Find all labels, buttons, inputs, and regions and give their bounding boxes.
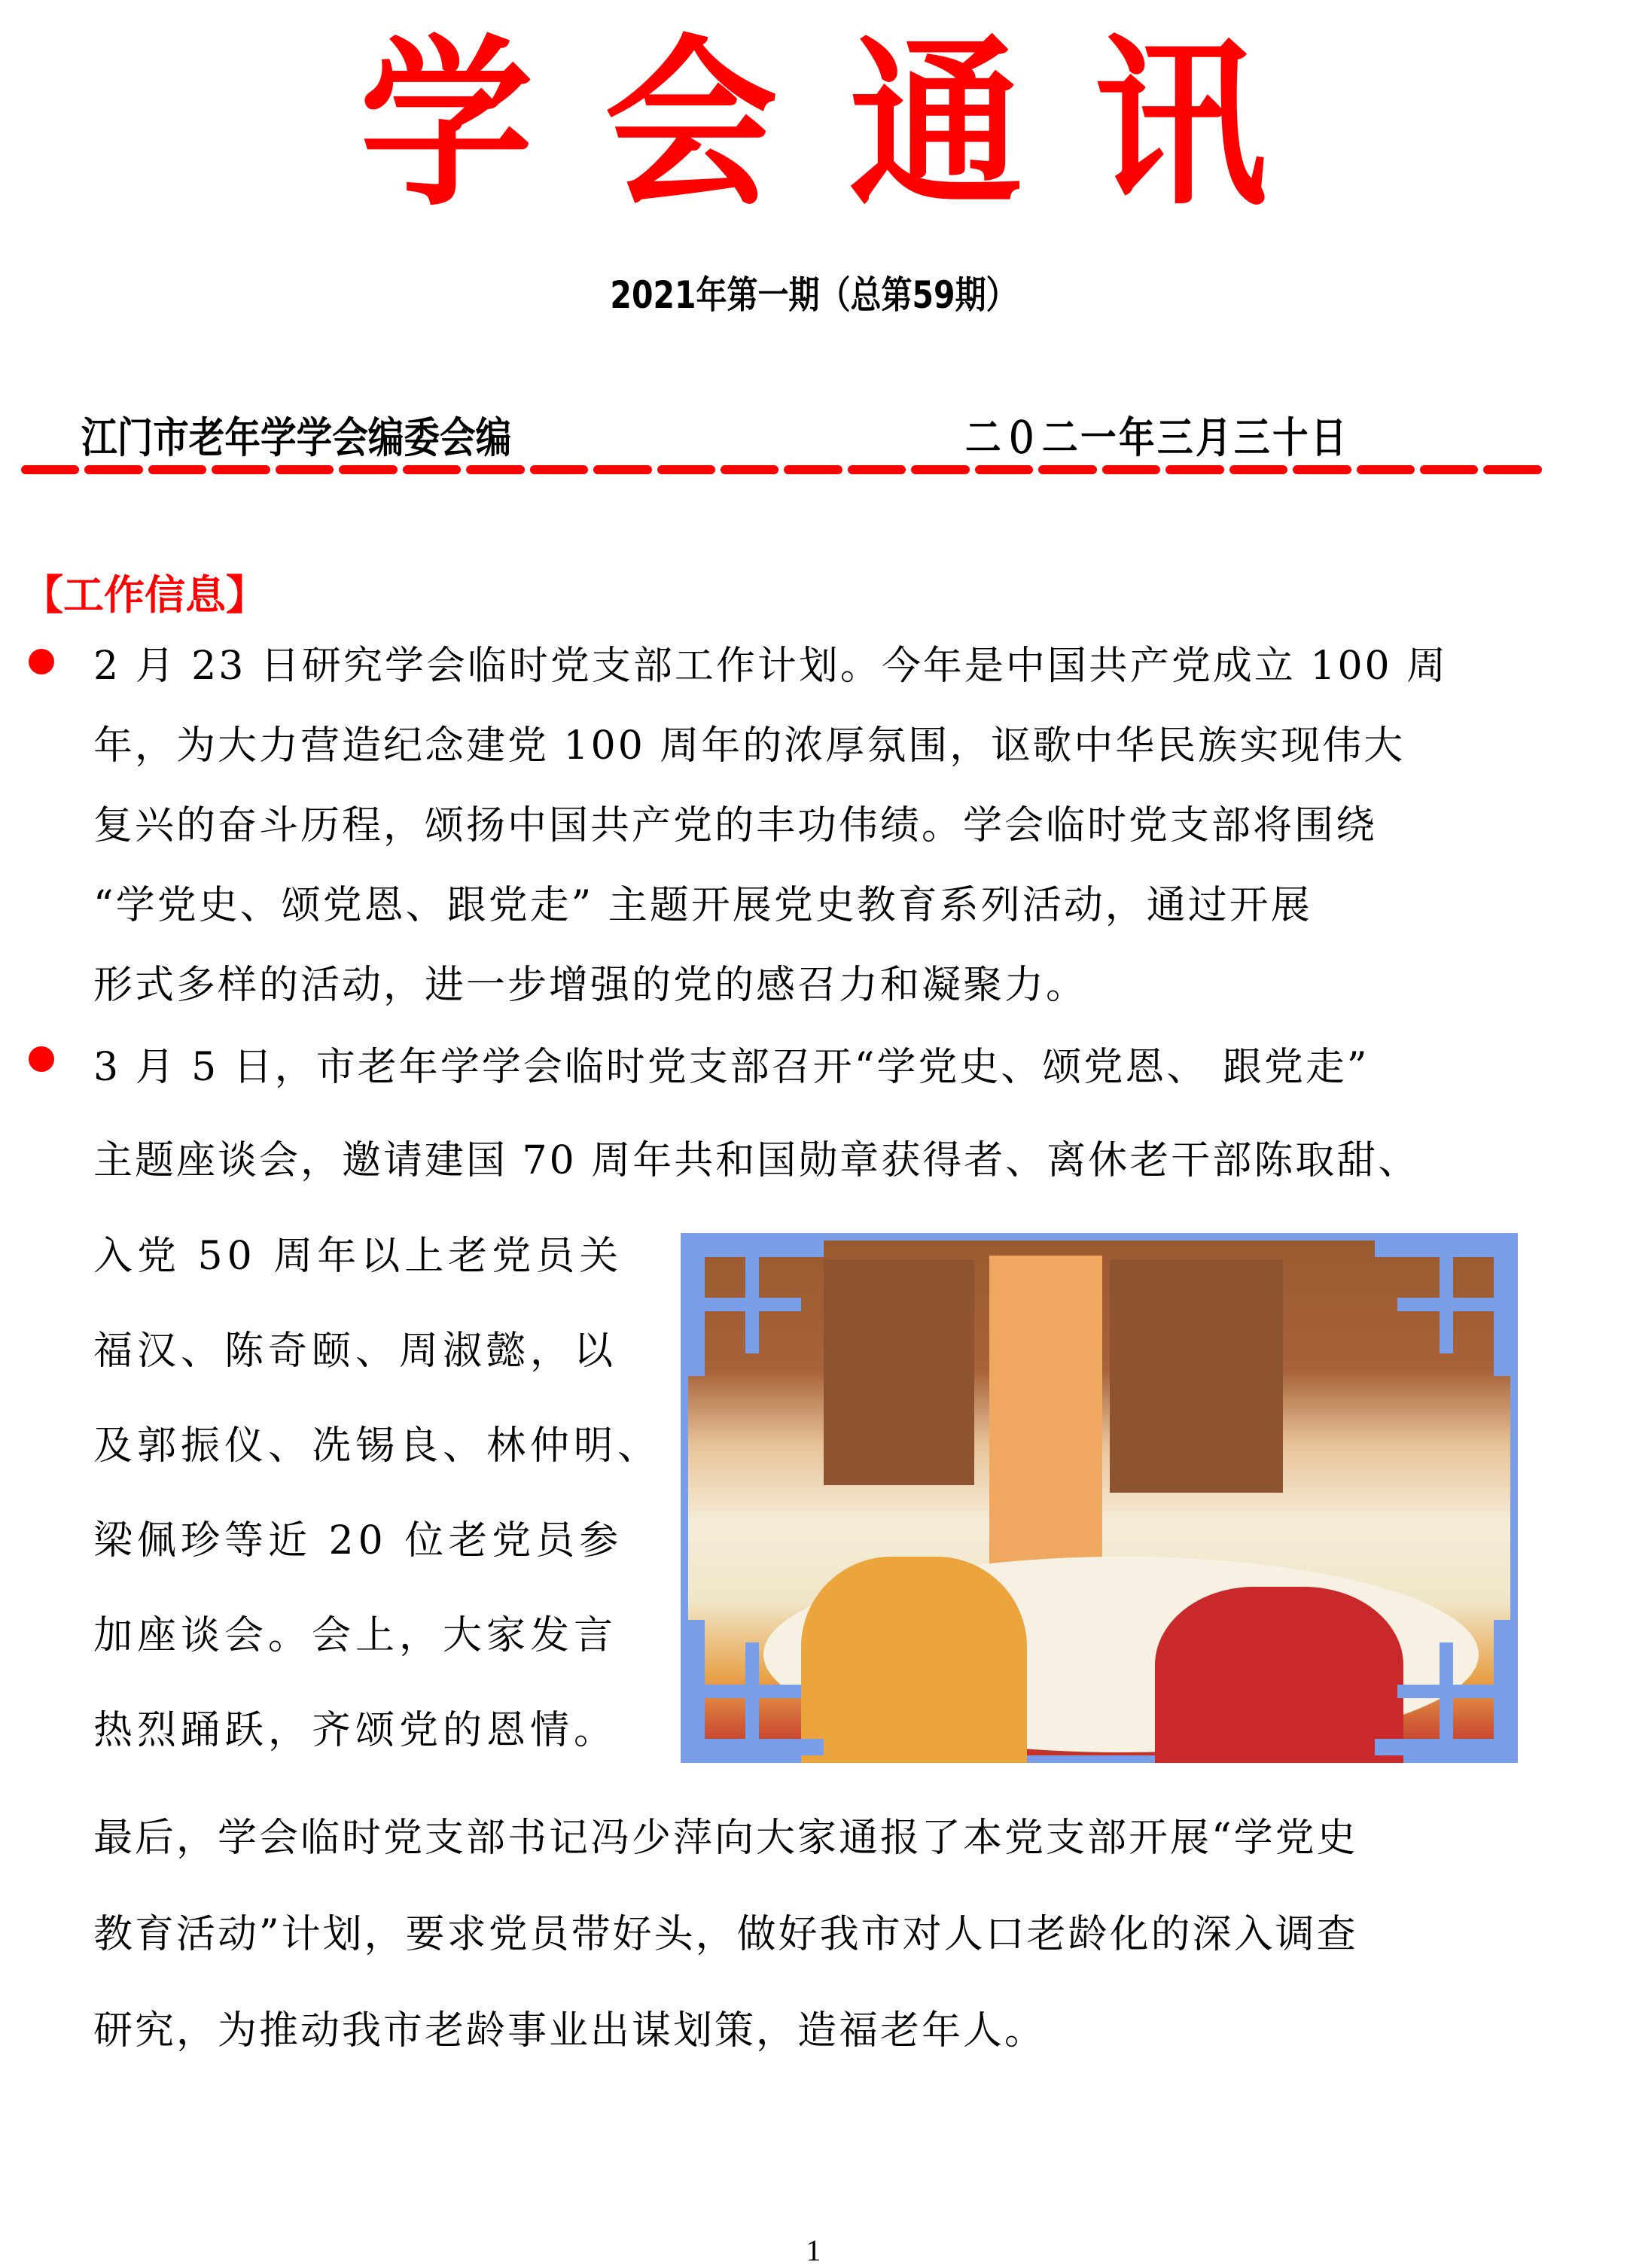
text-line: 福汉、陈奇颐、周淑懿，以 [93,1329,618,1374]
lattice-ornament-icon [703,1642,801,1740]
text-line: 研究，为推动我市老龄事业出谋划策，造福老年人。 [93,2008,1047,2053]
text-line: 加座谈会。会上，大家发言 [93,1613,618,1658]
text-line: 入党 50 周年以上老党员关 [93,1234,623,1279]
news-item-2-wrapped [93,1209,661,1778]
text-line: 热烈踊跃，齐颂党的恩情。 [93,1708,618,1753]
publish-date: 二０二一年三月三十日 [965,414,1349,463]
masthead-title [0,17,1627,231]
dashed-divider [21,465,1542,474]
lattice-ornament-icon [1397,1642,1495,1740]
text-line: 3 月 5 日，市老年学学会临时党支部召开“学党史、颂党恩、 跟党走” [93,1045,1370,1090]
text-line: 复兴的奋斗历程，颂扬中国共产党的丰功伟绩。学会临时党支部将围绕 [93,803,1378,848]
page-number: 1 [806,2233,821,2267]
text-line: 最后，学会临时党支部书记冯少萍向大家通报了本党支部开展“学党史 [93,1816,1358,1861]
text-line: 形式多样的活动，进一步增强的党的感召力和凝聚力。 [93,963,1088,1008]
news-item-2-continued [93,1790,1358,2079]
news-item-1 [93,626,1448,1025]
text-line: 梁佩珍等近 20 位老党员参 [93,1518,623,1563]
bullet-dot-icon [29,649,54,674]
issue-number: 2021年第一期（总第59期） [610,273,1017,317]
text-line: 2 月 23 日研究学会临时党支部工作计划。今年是中国共产党成立 100 周 [93,644,1449,689]
bullet-dot-icon [29,1046,54,1072]
masthead-char: 讯 [1094,17,1268,231]
masthead-char: 会 [604,17,778,231]
text-line: 主题座谈会，邀请建国 70 周年共和国勋章获得者、离休老干部陈取甜、 [93,1138,1420,1183]
section-title: 【工作信息】 [23,571,267,619]
text-line: “学党史、颂党恩、跟党走” 主题开展党史教育系列活动，通过开展 [93,883,1312,928]
text-line: 年，为大力营造纪念建党 100 周年的浓厚氛围，讴歌中华民族实现伟大 [93,723,1406,769]
text-line: 及郭振仪、冼锡良、林仲明、 [93,1423,662,1469]
lattice-ornament-icon [1397,1256,1495,1353]
news-item-2 [93,1021,1419,1207]
meeting-photo [681,1233,1518,1763]
masthead-char: 学 [359,17,533,231]
masthead-char: 通 [849,17,1023,231]
text-line: 教育活动”计划，要求党员带好头，做好我市对人口老龄化的深入调查 [93,1912,1358,1957]
editorial-board: 江门市老年学学会编委会编 [81,414,512,463]
lattice-ornament-icon [703,1256,801,1353]
